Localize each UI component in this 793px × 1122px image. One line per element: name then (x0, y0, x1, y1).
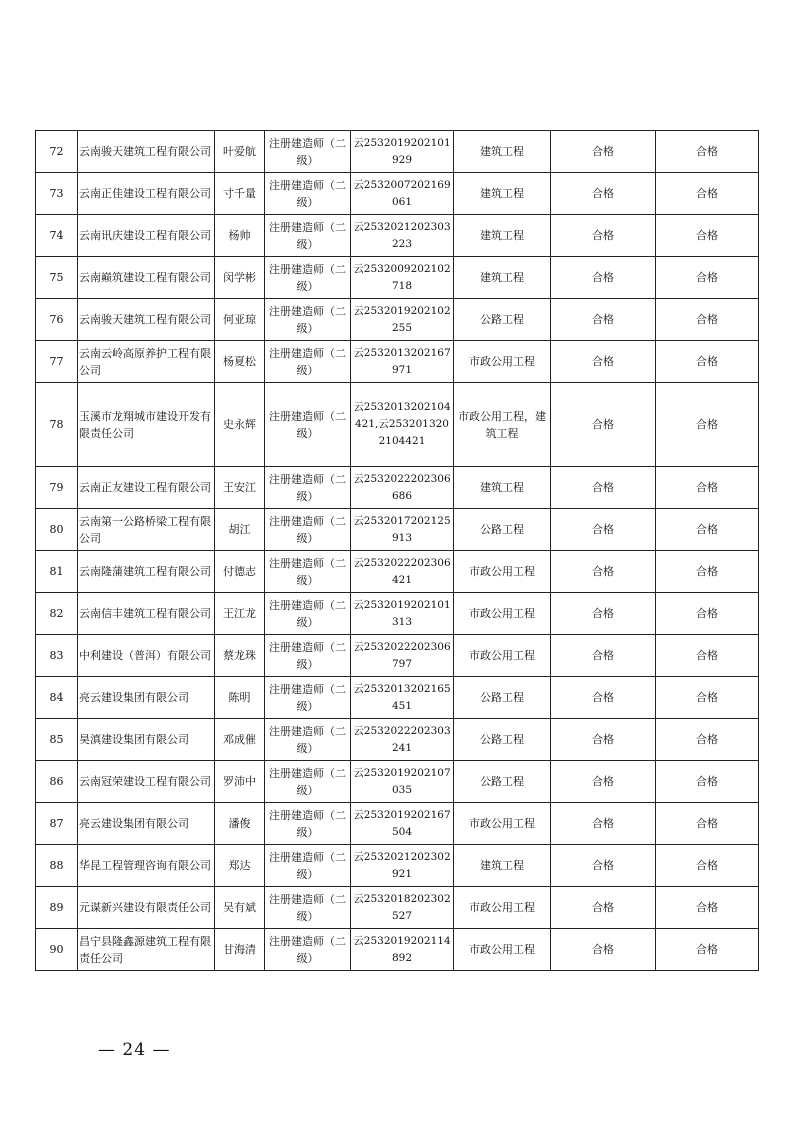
result-cell: 合格 (551, 257, 656, 299)
row-number-cell: 73 (36, 173, 78, 215)
qualification-cell: 注册建造师（二级） (265, 635, 351, 677)
certificate-number-cell: 云2532019202107035 (351, 761, 454, 803)
row-number-cell: 72 (36, 131, 78, 173)
table-row (36, 677, 759, 719)
person-name-cell: 潘俊 (215, 803, 265, 845)
row-number-cell: 90 (36, 929, 78, 971)
final-result-cell: 合格 (656, 383, 759, 467)
specialty-cell: 市政公用工程 (454, 929, 551, 971)
certificate-number-cell: 云2532022202306797 (351, 635, 454, 677)
certificate-number-cell: 云2532009202102718 (351, 257, 454, 299)
qualification-cell: 注册建造师（二级） (265, 887, 351, 929)
result-cell: 合格 (551, 761, 656, 803)
company-cell: 云南讯庆建设工程有限公司 (78, 215, 215, 257)
result-cell: 合格 (551, 341, 656, 383)
final-result-cell: 合格 (656, 887, 759, 929)
final-result-cell: 合格 (656, 467, 759, 509)
row-number-cell: 79 (36, 467, 78, 509)
table-row (36, 845, 759, 887)
table-row (36, 215, 759, 257)
table-row (36, 299, 759, 341)
person-name-cell: 郑达 (215, 845, 265, 887)
qualification-cell: 注册建造师（二级） (265, 719, 351, 761)
final-result-cell: 合格 (656, 635, 759, 677)
final-result-cell: 合格 (656, 761, 759, 803)
certificate-number-cell: 云2532019202101313 (351, 593, 454, 635)
certificate-number-cell: 云2532019202114892 (351, 929, 454, 971)
specialty-cell: 市政公用工程，建筑工程 (454, 383, 551, 467)
table-row (36, 719, 759, 761)
page-number: — 24 — (98, 1040, 171, 1060)
company-cell: 云南隆蒲建筑工程有限公司 (78, 551, 215, 593)
qualification-cell: 注册建造师（二级） (265, 593, 351, 635)
company-cell: 云南骏天建筑工程有限公司 (78, 299, 215, 341)
final-result-cell: 合格 (656, 929, 759, 971)
company-cell: 昌宁县隆鑫源建筑工程有限责任公司 (78, 929, 215, 971)
result-cell: 合格 (551, 803, 656, 845)
row-number-cell: 84 (36, 677, 78, 719)
person-name-cell: 杨帅 (215, 215, 265, 257)
company-cell: 玉溪市龙翔城市建设开发有限责任公司 (78, 383, 215, 467)
row-number-cell: 89 (36, 887, 78, 929)
company-cell: 云南信丰建筑工程有限公司 (78, 593, 215, 635)
result-cell: 合格 (551, 215, 656, 257)
result-cell: 合格 (551, 173, 656, 215)
row-number-cell: 74 (36, 215, 78, 257)
certificate-number-cell: 云2532021202302921 (351, 845, 454, 887)
specialty-cell: 市政公用工程 (454, 341, 551, 383)
final-result-cell: 合格 (656, 341, 759, 383)
person-name-cell: 付德志 (215, 551, 265, 593)
certificate-number-cell: 云2532019202101929 (351, 131, 454, 173)
qualification-cell: 注册建造师（二级） (265, 509, 351, 551)
row-number-cell: 78 (36, 383, 78, 467)
specialty-cell: 建筑工程 (454, 131, 551, 173)
company-cell: 云南正友建设工程有限公司 (78, 467, 215, 509)
qualification-cell: 注册建造师（二级） (265, 803, 351, 845)
results-table-container (35, 130, 758, 971)
specialty-cell: 公路工程 (454, 509, 551, 551)
qualification-cell: 注册建造师（二级） (265, 677, 351, 719)
final-result-cell: 合格 (656, 593, 759, 635)
certificate-number-cell: 云2532022202306421 (351, 551, 454, 593)
row-number-cell: 86 (36, 761, 78, 803)
qualification-cell: 注册建造师（二级） (265, 257, 351, 299)
final-result-cell: 合格 (656, 509, 759, 551)
table-row (36, 257, 759, 299)
table-row (36, 341, 759, 383)
qualification-cell: 注册建造师（二级） (265, 299, 351, 341)
person-name-cell: 史永辉 (215, 383, 265, 467)
result-cell: 合格 (551, 719, 656, 761)
final-result-cell: 合格 (656, 173, 759, 215)
final-result-cell: 合格 (656, 257, 759, 299)
row-number-cell: 77 (36, 341, 78, 383)
specialty-cell: 市政公用工程 (454, 551, 551, 593)
final-result-cell: 合格 (656, 215, 759, 257)
company-cell: 云南巅筑建设工程有限公司 (78, 257, 215, 299)
specialty-cell: 市政公用工程 (454, 635, 551, 677)
qualification-cell: 注册建造师（二级） (265, 215, 351, 257)
row-number-cell: 80 (36, 509, 78, 551)
table-row (36, 173, 759, 215)
table-row (36, 383, 759, 467)
qualification-cell: 注册建造师（二级） (265, 383, 351, 467)
certificate-number-cell: 云2532019202102255 (351, 299, 454, 341)
person-name-cell: 胡江 (215, 509, 265, 551)
certificate-number-cell: 云2532007202169061 (351, 173, 454, 215)
row-number-cell: 87 (36, 803, 78, 845)
company-cell: 云南云岭高原养护工程有限公司 (78, 341, 215, 383)
person-name-cell: 吴有斌 (215, 887, 265, 929)
final-result-cell: 合格 (656, 131, 759, 173)
person-name-cell: 邓成催 (215, 719, 265, 761)
final-result-cell: 合格 (656, 299, 759, 341)
qualification-cell: 注册建造师（二级） (265, 929, 351, 971)
final-result-cell: 合格 (656, 551, 759, 593)
result-cell: 合格 (551, 887, 656, 929)
certificate-number-cell: 云2532013202167971 (351, 341, 454, 383)
specialty-cell: 建筑工程 (454, 215, 551, 257)
company-cell: 元谋新兴建设有限责任公司 (78, 887, 215, 929)
certificate-number-cell: 云2532019202167504 (351, 803, 454, 845)
person-name-cell: 杨夏松 (215, 341, 265, 383)
specialty-cell: 建筑工程 (454, 173, 551, 215)
specialty-cell: 市政公用工程 (454, 593, 551, 635)
result-cell: 合格 (551, 845, 656, 887)
certificate-number-cell: 云2532018202302527 (351, 887, 454, 929)
row-number-cell: 82 (36, 593, 78, 635)
person-name-cell: 何亚琼 (215, 299, 265, 341)
result-cell: 合格 (551, 635, 656, 677)
results-table (35, 130, 759, 971)
qualification-cell: 注册建造师（二级） (265, 341, 351, 383)
certificate-number-cell: 云2532022202303241 (351, 719, 454, 761)
person-name-cell: 王安江 (215, 467, 265, 509)
company-cell: 云南骏天建筑工程有限公司 (78, 131, 215, 173)
specialty-cell: 建筑工程 (454, 257, 551, 299)
specialty-cell: 市政公用工程 (454, 887, 551, 929)
specialty-cell: 建筑工程 (454, 845, 551, 887)
company-cell: 中利建设（普洱）有限公司 (78, 635, 215, 677)
qualification-cell: 注册建造师（二级） (265, 467, 351, 509)
table-row (36, 467, 759, 509)
table-body (36, 131, 759, 971)
qualification-cell: 注册建造师（二级） (265, 131, 351, 173)
person-name-cell: 寸千量 (215, 173, 265, 215)
certificate-number-cell: 云2532017202125913 (351, 509, 454, 551)
person-name-cell: 陈明 (215, 677, 265, 719)
table-row (36, 929, 759, 971)
certificate-number-cell: 云2532022202306686 (351, 467, 454, 509)
company-cell: 华昆工程管理咨询有限公司 (78, 845, 215, 887)
final-result-cell: 合格 (656, 719, 759, 761)
certificate-number-cell: 云2532013202104421,云2532013202104421 (351, 383, 454, 467)
specialty-cell: 建筑工程 (454, 467, 551, 509)
company-cell: 亮云建设集团有限公司 (78, 803, 215, 845)
specialty-cell: 公路工程 (454, 719, 551, 761)
qualification-cell: 注册建造师（二级） (265, 173, 351, 215)
table-row (36, 887, 759, 929)
person-name-cell: 王江龙 (215, 593, 265, 635)
person-name-cell: 甘海清 (215, 929, 265, 971)
table-row (36, 509, 759, 551)
qualification-cell: 注册建造师（二级） (265, 845, 351, 887)
company-cell: 云南冠荣建设工程有限公司 (78, 761, 215, 803)
person-name-cell: 叶爱航 (215, 131, 265, 173)
table-row (36, 635, 759, 677)
result-cell: 合格 (551, 677, 656, 719)
row-number-cell: 81 (36, 551, 78, 593)
specialty-cell: 公路工程 (454, 677, 551, 719)
person-name-cell: 蔡龙珠 (215, 635, 265, 677)
result-cell: 合格 (551, 467, 656, 509)
result-cell: 合格 (551, 551, 656, 593)
qualification-cell: 注册建造师（二级） (265, 761, 351, 803)
result-cell: 合格 (551, 509, 656, 551)
company-cell: 昊滇建设集团有限公司 (78, 719, 215, 761)
result-cell: 合格 (551, 131, 656, 173)
row-number-cell: 88 (36, 845, 78, 887)
row-number-cell: 75 (36, 257, 78, 299)
row-number-cell: 76 (36, 299, 78, 341)
table-row (36, 131, 759, 173)
table-row (36, 761, 759, 803)
company-cell: 云南第一公路桥梁工程有限公司 (78, 509, 215, 551)
result-cell: 合格 (551, 929, 656, 971)
company-cell: 亮云建设集团有限公司 (78, 677, 215, 719)
specialty-cell: 公路工程 (454, 761, 551, 803)
qualification-cell: 注册建造师（二级） (265, 551, 351, 593)
final-result-cell: 合格 (656, 803, 759, 845)
table-row (36, 803, 759, 845)
certificate-number-cell: 云2532013202165451 (351, 677, 454, 719)
person-name-cell: 闵学彬 (215, 257, 265, 299)
certificate-number-cell: 云2532021202303223 (351, 215, 454, 257)
specialty-cell: 公路工程 (454, 299, 551, 341)
result-cell: 合格 (551, 383, 656, 467)
final-result-cell: 合格 (656, 845, 759, 887)
result-cell: 合格 (551, 299, 656, 341)
company-cell: 云南正佳建设工程有限公司 (78, 173, 215, 215)
specialty-cell: 市政公用工程 (454, 803, 551, 845)
result-cell: 合格 (551, 593, 656, 635)
table-row (36, 593, 759, 635)
row-number-cell: 83 (36, 635, 78, 677)
row-number-cell: 85 (36, 719, 78, 761)
table-row (36, 551, 759, 593)
person-name-cell: 罗沛中 (215, 761, 265, 803)
final-result-cell: 合格 (656, 677, 759, 719)
